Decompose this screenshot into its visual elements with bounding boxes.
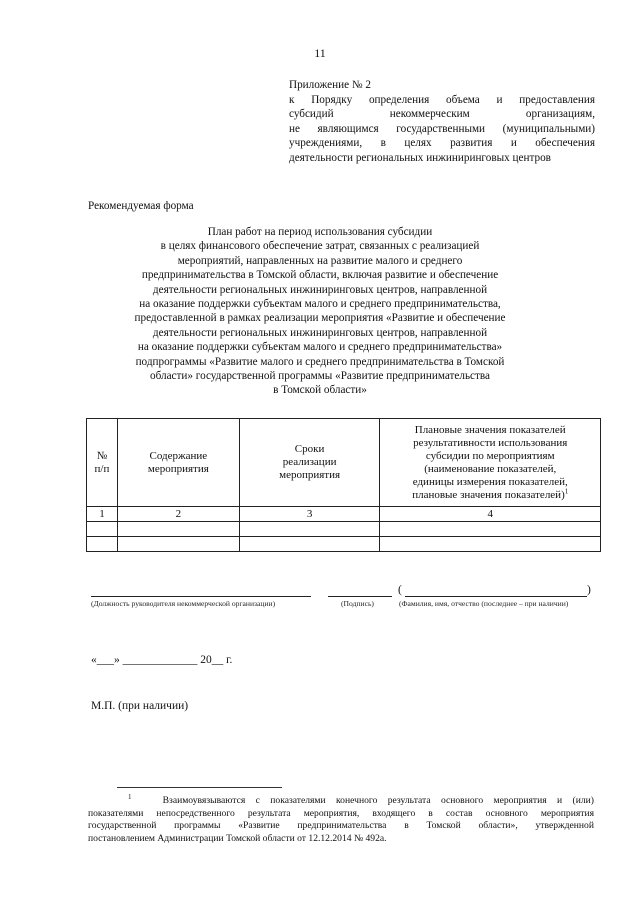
title-line: области» государственной программы «Развитие предпринимательства: [149, 370, 491, 383]
work-plan-table: [86, 418, 601, 552]
header-indicators: [380, 419, 601, 507]
title-line: в целях финансового обеспечение затрат, связанных с реализацией: [160, 240, 480, 253]
column-number: 1: [87, 507, 118, 522]
header-deadlines: [239, 419, 380, 507]
table-cell[interactable]: [380, 537, 601, 552]
appendix-line: субсидий некоммерческим организациям,: [289, 108, 595, 120]
title-line: деятельности региональных инжиниринговых центров, направленной: [152, 283, 488, 296]
header-text: [383, 486, 597, 502]
header-text: результативности использования: [413, 436, 568, 449]
table-cell[interactable]: [87, 522, 118, 537]
footnote-text: Взаимоувязываются с показателями конечного результата основного мероприятия и (или): [162, 795, 594, 806]
name-close-paren: ): [587, 584, 591, 596]
table-cell[interactable]: [87, 537, 118, 552]
appendix-title: Приложение № 2: [289, 79, 371, 91]
name-line: [405, 596, 587, 597]
title-line: мероприятий, направленных на развитие малого и среднего: [177, 254, 463, 267]
appendix-line: не являющимся государственными (муниципальными): [289, 122, 595, 135]
position-signature-line: [91, 596, 311, 597]
title-line: План работ на период использования субсидии: [207, 226, 433, 238]
seal-note: М.П. (при наличии): [91, 700, 189, 712]
title-line: на оказание поддержки субъектам малого и среднего предпринимательства,: [139, 298, 501, 311]
name-open-paren: (: [398, 584, 402, 596]
header-text: мероприятия: [279, 469, 341, 481]
table-cell[interactable]: [117, 537, 239, 552]
header-number: [87, 419, 118, 507]
signature-caption: (Подпись): [341, 599, 374, 608]
column-number: 3: [239, 507, 380, 522]
table-row: [87, 537, 601, 552]
name-caption: (Фамилия, имя, отчество (последнее – при наличии): [399, 599, 569, 608]
footnote-line: постановлением Администрации Томской области от 12.12.2014 № 492а.: [88, 832, 387, 844]
header-text-last: плановые значения показателей): [412, 488, 565, 501]
title-line: предпринимательства в Томской области, включая развитие и обеспечение: [141, 269, 499, 282]
appendix-line: учреждениями, в целях развития и обеспечения: [289, 137, 595, 149]
table-row: [87, 522, 601, 537]
recommended-form-label: Рекомендуемая форма: [88, 200, 194, 212]
signature-line: [328, 596, 392, 597]
header-text: (наименование показателей,: [424, 462, 557, 475]
appendix-header: [289, 78, 595, 165]
appendix-line: деятельности региональных инжиниринговых центров: [289, 151, 551, 164]
footnote-line: [88, 792, 594, 808]
header-content: [117, 419, 239, 507]
title-line: на оказание поддержки субъектам малого и среднего предпринимательства»: [137, 341, 503, 354]
header-text: Плановые значения показателей: [414, 423, 566, 436]
title-line: деятельности региональных инжиниринговых центров, направленной: [152, 326, 488, 339]
footnote-line: показателями непосредственного результата мероприятия, входящего в состав основного мероприятия: [88, 807, 594, 819]
header-text: мероприятия: [147, 462, 209, 475]
table-cell[interactable]: [117, 522, 239, 537]
page-number: 11: [314, 46, 326, 60]
footnote-mark: 1: [128, 792, 132, 801]
footnote-mark: 1: [564, 486, 569, 495]
column-number-row: [87, 507, 601, 522]
title-line: в Томской области»: [273, 384, 367, 397]
table-header-row: [87, 419, 601, 507]
date-line: «___» _____________ 20__ г.: [91, 654, 233, 666]
header-text: №: [96, 449, 108, 462]
header-text: единицы измерения показателей,: [412, 475, 568, 488]
appendix-line: к Порядку определения объема и предоставления: [289, 93, 595, 106]
document-title: [60, 225, 580, 398]
column-number: 4: [380, 507, 601, 522]
header-text: реализации: [282, 456, 337, 468]
table-cell[interactable]: [239, 522, 380, 537]
title-line: предоставленной в рамках реализации мероприятия «Развитие и обеспечение: [134, 312, 506, 325]
footnote-line: государственной программы «Развитие предпринимательства в Томской области», утвержденной: [88, 820, 594, 832]
header-text: Сроки: [294, 443, 325, 455]
header-text: субсидии по мероприятиям: [425, 449, 555, 462]
table-cell[interactable]: [380, 522, 601, 537]
title-line: подпрограммы «Развитие малого и среднего предпринимательства в Томской: [135, 355, 505, 368]
column-number: 2: [117, 507, 239, 522]
header-text: п/п: [94, 462, 110, 475]
position-caption: (Должность руководителя некоммерческой организации): [91, 599, 276, 608]
footnote-separator: [117, 787, 282, 788]
table-cell[interactable]: [239, 537, 380, 552]
footnote: [88, 792, 594, 845]
header-text: Содержание: [149, 449, 208, 462]
